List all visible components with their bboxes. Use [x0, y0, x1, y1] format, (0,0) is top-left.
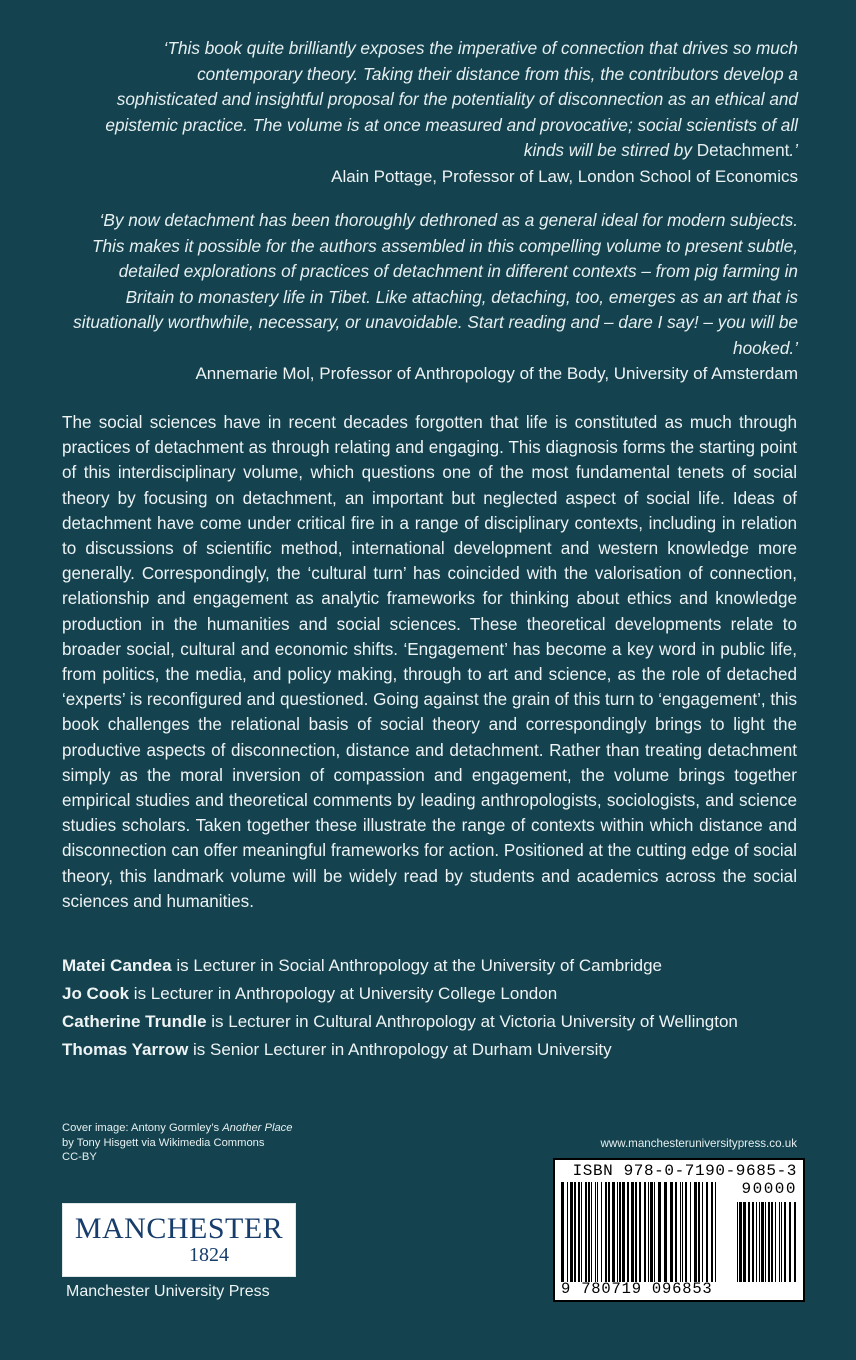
barcode-bar — [759, 1202, 760, 1282]
barcode-bar — [561, 1182, 564, 1282]
barcode-bar — [619, 1182, 621, 1282]
barcode-bar — [702, 1182, 703, 1282]
barcode-bar — [761, 1202, 764, 1282]
cover-image-credit — [62, 1121, 293, 1165]
barcode-bar — [622, 1182, 625, 1282]
credit-line-1 — [62, 1121, 293, 1136]
endorsement-quote-2: ‘By now detachment has been thoroughly dethroned as a general ideal for modern subjects. This makes it possible for the authors assembled in this compelling volume to present subtle, detailed explorations of practices of detachment in different contexts – from pig farming in Britain to monastery life in Tibet. Like attaching, detaching, too, emerges as an art that is situationally worthwhile, necessary, or unavoidable. Start reading and – dare I say! – you will be hooked.’ — [73, 210, 798, 358]
endorsement-quote-1-book-title: Detachment — [696, 140, 790, 160]
author-name: Jo Cook — [62, 984, 130, 1003]
publisher-website: www.manchesteruniversitypress.co.uk — [600, 1137, 797, 1150]
barcode-bar — [779, 1202, 780, 1282]
barcode-bar — [605, 1182, 607, 1282]
barcode-bar — [768, 1202, 770, 1282]
barcode-bar — [578, 1182, 580, 1282]
barcode-bar — [585, 1182, 587, 1282]
barcode-bar — [711, 1182, 713, 1282]
credit-line-3: CC-BY — [62, 1151, 97, 1163]
barcode-addon-bars — [737, 1202, 799, 1282]
book-description: The social sciences have in recent decades forgotten that life is constituted as much through practices of detachment as through relating and engaging. This diagnosis forms the starting point of this interdisciplinary volume, which questions one of the most fundamental tenets of social theory by focusing on detachment, an important but neglected aspect of social life. Ideas of detachment have come under critical fire in a range of disciplinary contexts, including in relation to discussions of scientific method, international development and western knowledge more generally. Correspondingly, the ‘cultural turn’ has coincided with the valorisation of connection, relationship and engagement as analytic frameworks for thinking about ethics and knowledge production in the humanities and social sciences. These theoretical developments relate to broader social, cultural and economic shifts. ‘Engagement’ has become a key word in public life, from politics, the media, and policy making, through to art and science, as the role of detached ‘experts’ is reconfigured and questioned. Going against the grain of this turn to ‘engagement’, this book challenges the relational basis of social theory and correspondingly brings to light the productive aspects of disconnection, distance and detachment. Rather than treating detachment simply as the moral inversion of compassion and engagement, the volume brings together empirical studies and theoretical comments by leading anthropologists, sociologists, and science studies scholars. Taken together these illustrate the range of contexts within which distance and disconnection can offer meaningful frameworks for action. Positioned at the cutting edge of social theory, this landmark volume will be widely read by students and academics across the social sciences and humanities. — [62, 413, 797, 911]
barcode-bar — [737, 1202, 738, 1282]
barcode-bar — [694, 1182, 697, 1282]
isbn-number: ISBN 978-0-7190-9685-3 — [572, 1162, 797, 1180]
barcode-bar — [612, 1182, 615, 1282]
credit-line-2: by Tony Hisgett via Wikimedia Commons — [62, 1136, 265, 1149]
barcode-bar — [781, 1202, 782, 1282]
author-bios — [62, 952, 822, 1064]
barcode-bar — [739, 1202, 742, 1282]
barcode-bar — [631, 1182, 634, 1282]
barcode-bar — [765, 1202, 766, 1282]
barcode-bar — [639, 1182, 641, 1282]
author-role: is Lecturer in Social Anthropology at the University of Cambridge — [171, 956, 663, 975]
author-role: is Senior Lecturer in Anthropology at Durham University — [188, 1040, 612, 1059]
barcode-bar — [574, 1182, 576, 1282]
barcode-bar — [658, 1182, 661, 1282]
author-bio-line — [62, 1036, 822, 1064]
barcode-bar — [706, 1182, 708, 1282]
barcode-bar — [591, 1182, 592, 1282]
endorsement-quote-1-text: ‘This book quite brilliantly exposes the imperative of connection that drives so much contemporary theory. Taking their distance from this, the contributors develop a sophisticated and insightful proposal for the potentiality of disconnection as an ethical and epistemic practice. The volume is at once measured and provocative; social scientists of all kinds will be stirred by — [105, 38, 798, 160]
endorsement-quote-1 — [98, 36, 798, 164]
author-bio-line — [62, 1008, 822, 1036]
barcode-bar — [588, 1182, 590, 1282]
barcode-bar — [794, 1202, 796, 1282]
credit-work-title: Another Place — [222, 1122, 293, 1134]
author-name: Catherine Trundle — [62, 1012, 207, 1031]
author-name: Matei Candea — [62, 956, 172, 975]
barcode-bar — [680, 1182, 681, 1282]
author-role: is Lecturer in Cultural Anthropology at Victoria University of Wellington — [206, 1012, 738, 1031]
author-name: Thomas Yarrow — [62, 1040, 189, 1059]
barcode-bar — [654, 1182, 655, 1282]
barcode-bar — [743, 1202, 746, 1282]
barcode-bar — [752, 1202, 754, 1282]
publisher-name: Manchester University Press — [66, 1283, 270, 1300]
barcode-main-bars — [561, 1182, 719, 1282]
barcode-bar — [675, 1182, 677, 1282]
barcode-bar — [627, 1182, 629, 1282]
barcode-bar — [570, 1182, 573, 1282]
barcode-bar — [715, 1182, 716, 1282]
author-bio-line — [62, 980, 822, 1008]
credit-prefix: Cover image: Antony Gormley’s — [62, 1122, 223, 1134]
barcode-bar — [635, 1182, 637, 1282]
barcode-bar — [567, 1182, 568, 1282]
isbn-barcode — [553, 1158, 805, 1302]
barcode-bar — [595, 1182, 596, 1282]
endorsement-attribution-2: Annemarie Mol, Professor of Anthropology of the Body, University of Amsterdam — [195, 364, 798, 383]
barcode-bar — [775, 1202, 776, 1282]
barcode-bar — [685, 1182, 687, 1282]
barcode-bar — [581, 1182, 582, 1282]
barcode-bar — [648, 1182, 649, 1282]
barcode-bar — [650, 1182, 653, 1282]
barcode-bar — [664, 1182, 667, 1282]
logo-year: 1824 — [189, 1244, 229, 1266]
endorsement-quote-1-end: .’ — [789, 140, 798, 160]
barcode-bar — [690, 1182, 691, 1282]
barcode-bar — [597, 1182, 598, 1282]
barcode-bar — [601, 1182, 602, 1282]
barcode-bar — [789, 1202, 791, 1282]
barcode-bar — [608, 1182, 610, 1282]
author-bio-line — [62, 952, 822, 980]
author-role: is Lecturer in Anthropology at University College London — [129, 984, 558, 1003]
barcode-bar — [771, 1202, 773, 1282]
barcode-bar — [698, 1182, 700, 1282]
publisher-logo — [62, 1203, 296, 1277]
endorsement-attribution-1: Alain Pottage, Professor of Law, London School of Economics — [331, 167, 798, 186]
barcode-bar — [644, 1182, 646, 1282]
logo-wordmark: MANCHESTER — [74, 1212, 284, 1245]
barcode-bar — [617, 1182, 618, 1282]
ean-number: 9 780719 096853 — [561, 1280, 713, 1298]
barcode-bar — [784, 1202, 786, 1282]
barcode-bar — [748, 1202, 750, 1282]
barcode-addon-number: 90000 — [741, 1180, 797, 1198]
barcode-bar — [682, 1182, 683, 1282]
barcode-bar — [756, 1202, 757, 1282]
barcode-bar — [670, 1182, 673, 1282]
